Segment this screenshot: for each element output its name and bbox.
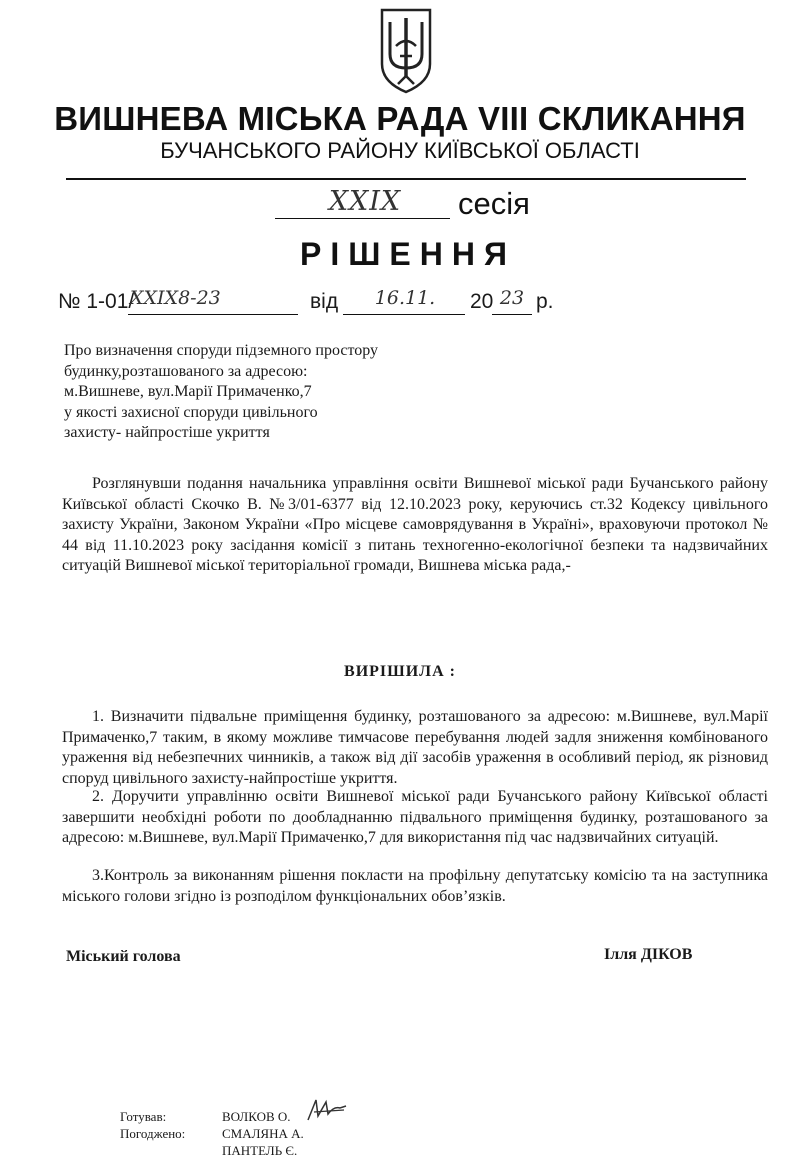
resolution-item-text: 3.Контроль за виконанням рішення покласти на профільну депутатську комісію та на заступника міського голови згідно із розподілом функціональних обов’язків. — [62, 867, 768, 905]
signatory-name: Ілля ДІКОВ — [604, 946, 693, 963]
council-name: ВИШНЕВА МІСЬКА РАДА VIII СКЛИКАННЯ — [54, 100, 746, 137]
resolved-heading: ВИРІШИЛА : — [344, 663, 456, 680]
decision-year-prefix: 20 — [470, 290, 494, 313]
decision-year-underline — [492, 314, 532, 315]
handwritten-signature-icon — [304, 1094, 350, 1124]
preamble-text: Розглянувши подання начальника управління освіти Вишневої міської ради Бучанського району Київської області Скочко В. №3/01-6377 від 12.10.2023 року, керуючись ст.32 Кодексу цивільного захисту України, Законом України «Про місцеве самоврядування в Україні», враховуючи протокол № 44 від 11.10.2023 року засідання комісії з питань техногенно-екологічної безпеки та надзвичайних ситуацій Вишневої міської територіальної громади, Вишнева міська рада,- — [62, 475, 768, 574]
agreed-label: Погоджено: — [120, 1126, 186, 1141]
decision-year-suffix: р. — [536, 290, 554, 313]
agreed-by: ПАНТЕЛЬ Є. — [222, 1143, 298, 1158]
resolution-item — [62, 787, 768, 849]
subject-line: захисту- найпростіше укриття — [64, 424, 270, 441]
resolution-item-text: 2. Доручити управлінню освіти Вишневої міської ради Бучанського району Київської області завершити необхідні роботи по дообладнанню підвального приміщення будинку, розташованого за адресою: м.Вишневе, вул.Марії Примаченко,7 для використання під час надзвичайних ситуацій. — [62, 788, 768, 846]
decision-date: 16.11. — [374, 287, 436, 309]
resolution-item-text: 1. Визначити підвальне приміщення будинку, розташованого за адресою: м.Вишневе, вул.Марії Примаченко,7 таким, в якому можливе тимчасове перебування людей задля зниження комбінованого ураження від небезпечних чинників, а також від дії засобів ураження в особливий період, як різновид споруд цивільного захисту-найпростіше укриття. — [62, 708, 768, 787]
session-number: XXIX — [328, 186, 402, 217]
decision-title: РІШЕННЯ — [300, 236, 516, 272]
trident-coat-of-arms-icon — [376, 6, 436, 96]
session-underline — [275, 218, 450, 219]
subject-line: Про визначення споруди підземного простору — [64, 342, 379, 359]
signatory-title: Міський голова — [66, 948, 181, 965]
subject-line: будинку,розташованого за адресою: — [64, 362, 308, 380]
council-district: БУЧАНСЬКОГО РАЙОНУ КИЇВСЬКОЇ ОБЛАСТІ — [160, 138, 640, 163]
decision-number: XXIX8-23 — [130, 287, 221, 309]
decision-date-prefix: від — [310, 290, 339, 313]
decision-number-prefix: № 1-01/ — [58, 290, 135, 313]
resolution-item — [62, 707, 768, 789]
prepared-by: ВОЛКОВ О. — [222, 1109, 291, 1124]
agreed-by: СМАЛЯНА А. — [222, 1126, 304, 1141]
decision-number-underline — [128, 314, 298, 315]
subject-line: у якості захисної споруди цивільного — [64, 403, 318, 421]
prepared-label: Готував: — [120, 1109, 167, 1124]
decision-subject — [64, 341, 444, 444]
header-divider — [66, 178, 746, 180]
subject-line: м.Вишневе, вул.Марії Примаченко,7 — [64, 383, 312, 400]
decision-year: 23 — [499, 287, 525, 309]
decision-date-underline — [343, 314, 465, 315]
preamble-paragraph — [62, 474, 768, 577]
session-label: сесія — [458, 186, 530, 221]
resolution-item — [62, 866, 768, 907]
